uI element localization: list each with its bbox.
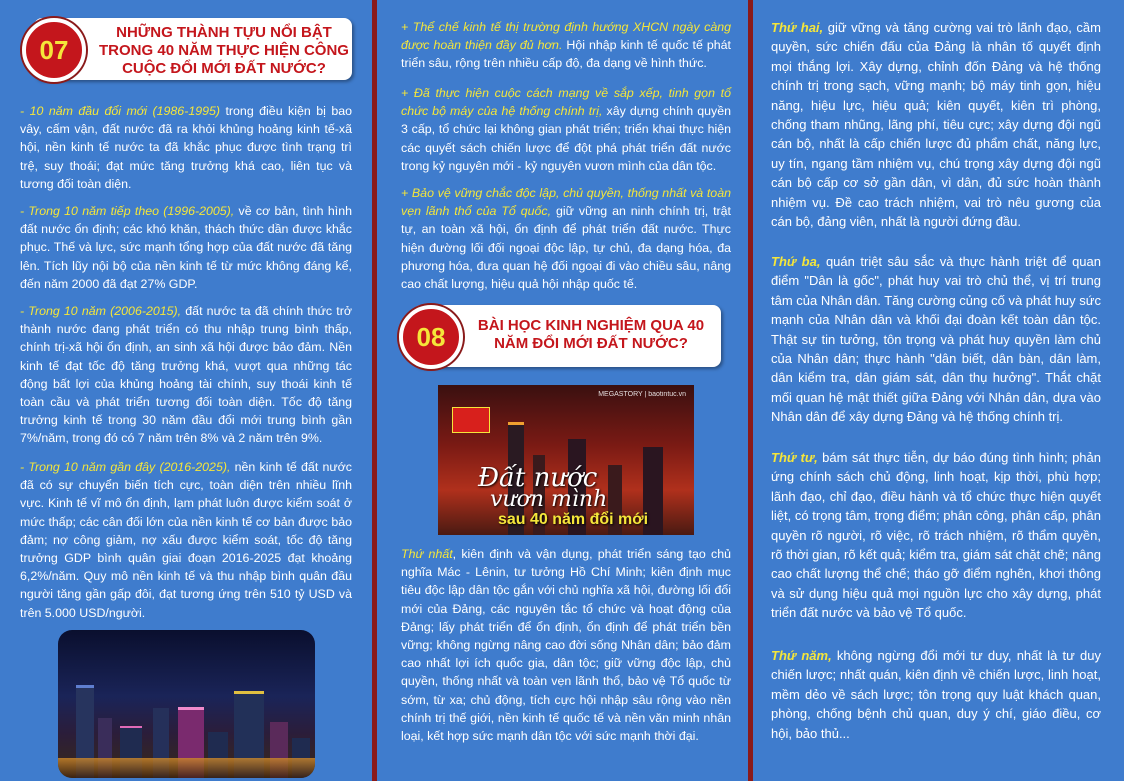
banner-image: [438, 385, 694, 535]
paragraph: + Thể chế kinh tế thị trường định hướng XHCN ngày càng được hoàn thiện đầy đủ hơn. Hội nhập kinh tế quốc tế phát triển sâu, rộng trên nhiều cấp độ, đa dạng về hình thức.: [401, 20, 731, 71]
banner-subtitle: sau 40 năm đổi mới: [498, 511, 649, 528]
paragraph: Thứ năm, không ngừng đổi mới tư duy, nhất là tư duy chiến lược; nhất quán, kiên định về chiến lược, linh hoạt, mềm dẻo về sách lược; tôn trọng quy luật khách quan, phòng, chống bệnh chủ quan, duy ý chí, giáo điều, cơ hội, bảo thủ...: [771, 648, 1101, 741]
paragraph: + Đã thực hiện cuộc cách mạng về sắp xếp, tinh gọn tổ chức bộ máy của hệ thống chính trị, xây dựng chính quyền 3 cấp, tổ chức lại không gian phát triển; triển khai thực hiện các quyết sách chiến lược để đột phá phát triển đất nước trong kỷ nguyên mới - kỷ nguyên vươn mình của dân tộc.: [401, 86, 732, 173]
paragraph: Thứ ba, quán triệt sâu sắc và thực hành triệt để quan điểm "Dân là gốc", phát huy vai trò chủ thể, vị trí trung tâm của Nhân dân. Tăng cường củng cố và phát huy sức mạnh của Nhân dân và khối đại đoàn kết toàn dân tộc. Thật sự tin tưởng, tôn trọng và phát huy quyền làm chủ của Nhân dân; thực hành "dân biết, dân bàn, dân làm, dân kiểm tra, dân giám sát, dân thụ hưởng". Thắt chặt mối quan hệ mật thiết giữa Đảng với Nhân dân, dựa vào Nhân dân để xây dựng Đảng và hệ thống chính trị.: [771, 254, 1101, 425]
paragraph: - 10 năm đầu đổi mới (1986-1995) trong điều kiện bị bao vây, cấm vận, đất nước đã ra khỏi khủng hoảng kinh tế-xã hội, nền kinh tế nước ta đã khắc phục được tình trạng trì trệ, suy thoái; đạt mức tăng trưởng khá cao, liên tục và tương đối toàn diện.: [20, 104, 352, 191]
paragraph: Thứ nhất, kiên định và vận dụng, phát triển sáng tạo chủ nghĩa Mác - Lênin, tư tưởng Hồ Chí Minh; kiên định mục tiêu độc lập dân tộc gắn với chủ nghĩa xã hội, đường lối đổi mới của Đảng, các nguyên tắc tổ chức và hoạt động của Đảng; lấy phát triển để ổn định, ổn định để phát triển bền vững; không ngừng nâng cao đời sống Nhân dân; bảo đảm cao nhất lợi ích quốc gia, dân tộc; giữ vững độc lập, chủ quyền, thống nhất và toàn vẹn lãnh thổ, bảo vệ Tổ quốc từ sớm, từ xa; chủ động, tích cực hội nhập sâu rộng vào nền chính trị thế giới, nền kinh tế quốc tế và nền văn minh nhân loại, kết hợp sức mạnh dân tộc với sức mạnh thời đại.: [401, 547, 731, 744]
column-middle: [377, 0, 748, 781]
city-night-photo: [58, 630, 315, 778]
section-07-number: 07: [22, 18, 86, 82]
section-07-title: NHỮNG THÀNH TỰU NỔI BẬT TRONG 40 NĂM THỰC HIỆN CÔNG CUỘC ĐỔI MỚI ĐẤT NƯỚC?: [99, 24, 349, 77]
paragraph: - Trong 10 năm (2006-2015), đất nước ta đã chính thức trở thành nước đang phát triển có thu nhập trung bình thấp, chính trị-xã hội ổn định, an sinh xã hội được bảo đảm. Nền kinh tế đạt tốc độ tăng trưởng khá, vượt qua những tác động bất lợi của khủng hoảng tài chính, suy thoái kinh tế toàn cầu và phát triển tương đối toàn diện. Tốc độ tăng trưởng kinh tế trong 30 năm đầu đổi mới trung bình gần 7%/năm, trong đó có 7 năm trên 8% và 2 năm trên 9%.: [20, 304, 352, 446]
banner-tag: MEGASTORY | baotintuc.vn: [598, 391, 686, 398]
paragraph: + Bảo vệ vững chắc độc lập, chủ quyền, thống nhất và toàn vẹn lãnh thổ của Tổ quốc, giữ vững an ninh chính trị, trật tự, an toàn xã hội, ổn định để phát triển đất nước. Thực hiện đường lối đối ngoại độc lập, tự chủ, đa dạng hóa, đa phương hóa, đưa quan hệ đối ngoại đi vào chiều sâu, nâng cao chất lượng, hiệu quả hội nhập quốc tế.: [401, 186, 732, 292]
paragraph: Thứ hai, giữ vững và tăng cường vai trò lãnh đạo, cầm quyền, sức chiến đấu của Đảng là nhân tố quyết định mọi thắng lợi. Xây dựng, chỉnh đốn Đảng và hệ thống chính trị trong sạch, vững mạnh; bộ máy tinh gọn, hiệu năng, hiệu lực, hiệu quả; kiên quyết, kiên trì phòng, chống tham nhũng, lãng phí, tiêu cực; xây dựng đội ngũ cán bộ, nhất là cấp chiến lược đủ phẩm chất, năng lực, uy tín, ngang tầm nhiệm vụ, chú trọng xây dựng đội ngũ cán bộ cấp cơ sở gần dân, vì dân, đủ sức hoàn thành nhiệm vụ. Đề cao trách nhiệm, vai trò nêu gương của cán bộ, đảng viên, nhất là người đứng đầu.: [771, 20, 1101, 230]
banner-script-line1: Đất nước: [478, 463, 598, 493]
column-left: [0, 0, 372, 781]
banner-script-line2: vươn mình: [490, 487, 608, 512]
column-right: [753, 0, 1124, 781]
section-08-number: 08: [399, 305, 463, 369]
paragraph: Thứ tư, bám sát thực tiễn, dự báo đúng tình hình; phản ứng chính sách chủ động, linh hoạt, kịp thời, phù hợp; lãnh đạo, chỉ đạo, điều hành và tổ chức thực hiện quyết liệt, có trọng tâm, trọng điểm; phân công, phân cấp, phân quyền rõ người, rõ việc, rõ trách nhiệm, rõ thẩm quyền, rõ thời gian, rõ kết quả; kiểm tra, giám sát chặt chẽ; nâng cao chất lượng thể chế; tháo gỡ điểm nghẽn, khơi thông và sử dụng hiệu quả mọi nguồn lực cho xây dựng, phát triển đất nước và bảo vệ Tổ quốc.: [771, 450, 1101, 621]
section-08-title: BÀI HỌC KINH NGHIỆM QUA 40 NĂM ĐỔI MỚI ĐẤT NƯỚC?: [477, 317, 705, 352]
paragraph: - Trong 10 năm tiếp theo (1996-2005), về cơ bản, tình hình đất nước ổn định; các khó khăn, thách thức dần được khắc phục. Thế và lực, sức mạnh tổng hợp của đất nước đã tăng lên. Tích lũy nội bộ của nền kinh tế từ mức không đáng kể, đến năm 2000 đã đạt 27% GDP.: [20, 204, 352, 291]
paragraph: - Trong 10 năm gần đây (2016-2025), nền kinh tế đất nước đã có sự chuyển biến tích cực, toàn diện trên nhiều lĩnh vực. Kinh tế vĩ mô ổn định, lạm phát luôn được kiểm soát ở mức thấp; các cân đối lớn của nền kinh tế cơ bản được bảo đảm; nợ công giảm, nợ xấu được kiểm soát, tốc độ tăng trưởng GDP bình quân giai đoạn 2016-2025 đạt khoảng 6,2%/năm. Quy mô nền kinh tế và thu nhập bình quân đầu người tăng gần gấp đôi, đạt tương ứng trên 510 tỷ USD và trên 5.000 USD/người.: [20, 460, 352, 620]
